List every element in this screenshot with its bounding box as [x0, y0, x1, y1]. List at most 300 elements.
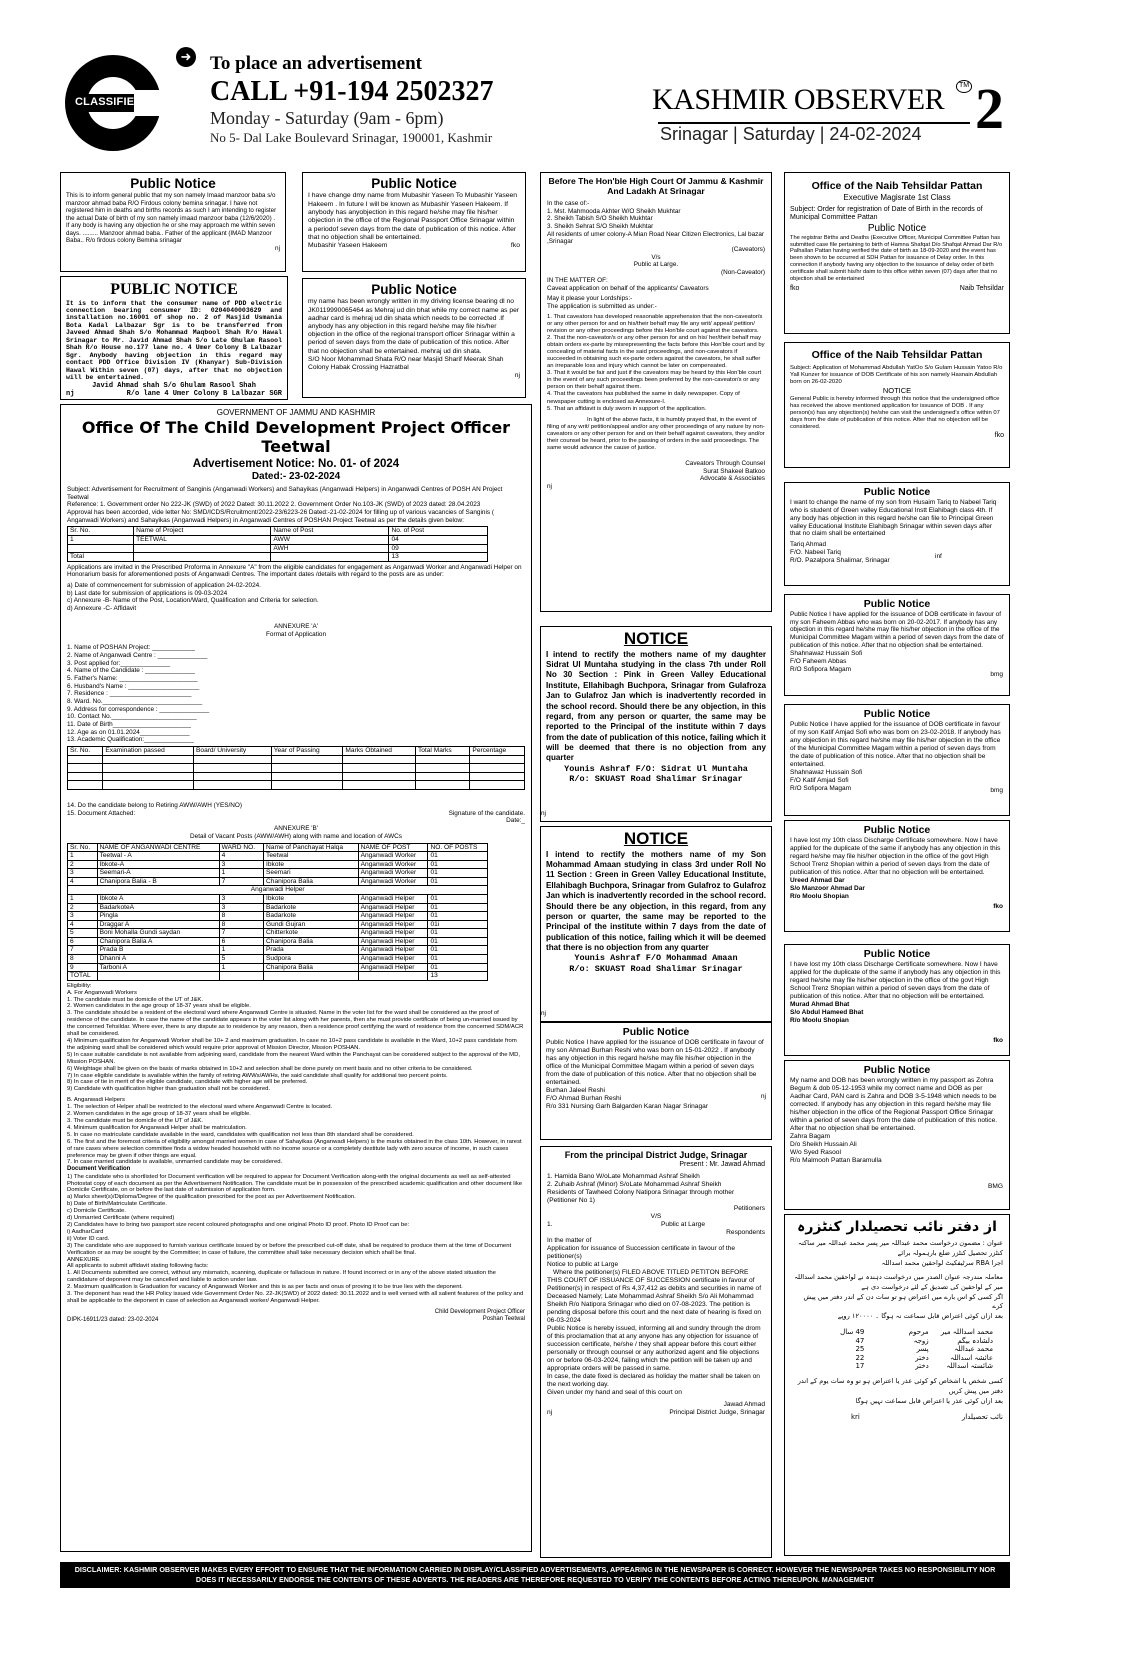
table-header-cell: Total Marks: [415, 747, 469, 756]
question-15: 15. Document Attached:: [67, 809, 136, 817]
table-cell: 3: [68, 869, 98, 878]
notice-body: I have change dmy name from Mubashir Yaseen To Mubashir Yaseen Hakeem . In future I will be known as Mubashir Yaseen Hakeem. If anybody has anyobjection in this regard he/she may file his/her objection in the office of the Regional Passport Office Srinagar within a periodof seven days from the date of publication of this notice. After that no objection shall be entertained.: [308, 192, 518, 241]
table-header-cell: Sr. No.: [68, 843, 98, 852]
notice-title: Public Notice: [622, 1026, 690, 1038]
cdpo-advertisement: [60, 404, 532, 1552]
signatory-address: R/o: SKUAST Road Shalimar Srinagar: [569, 963, 743, 974]
question-14: 14. Do the candidate belong to Retiring AWW/AWH (YES/NO): [67, 802, 242, 810]
caveat-point: 3. That it would be fair and just if the caveators may be heard by this Hon'ble court in the event of any such proceedings been preferred by the non-caveator/s or any person on their behalf against them.: [547, 370, 762, 391]
notice-public: Notice to public at Large: [547, 1260, 619, 1268]
petitioner: 2. Zuhaib Ashraf (Minor) S/oLate Mohammad Ashraf Sheikh: [547, 1180, 722, 1188]
eligibility-item: 3. The candidate should be a resident of the electoral ward where Anganwadi Centre is situated. Name in the voter list for the ward shall be considered as the proof of residence of the candidate. In case the name of the candidate appears in the voter list along with her parents, then she must provide certificate of being un-married issued by the concerned Tehsildar. Where ever, there is any dispute as to residence by any reason, then a residence proof certifying the ward of residence from the concerned SDM/ACR shall be considered.: [67, 1010, 524, 1038]
signatory: Javid Ahmad shah S/o Ghulam Rasool Shah: [92, 381, 256, 390]
form-field: 8. Ward. No.____________________________: [67, 698, 203, 706]
application-form: [67, 644, 525, 744]
eligibility-item: Eligibility:: [67, 982, 92, 989]
counsel-line: Advocate & Associates: [699, 475, 765, 483]
ad-code: nj: [66, 390, 75, 399]
notice-body: I intend to rectify the mothers name of my Son Mohammad Amaan studying in class 3rd under Roll No 11 Section : Green in Green Valley Educational Institute, Ellahibagh Buchpora, Srinagar from Gulafroz to Gulafroz Jan which is inadvertently recorded in the school record. Should there be any objection, in this regard, from any person or quarter, the same may be reported to the Principal of the institute within 7 days from the date of publication of this notice, failing which it will be deemed that there is no objection from any quarter: [546, 849, 766, 952]
heir-cell: محمد عبداللہ: [954, 1345, 993, 1354]
court-title: Before The Hon'ble High Court Of Jammu & Kashmir And Ladakh At Srinagar: [548, 176, 764, 197]
notice-sidrat: [540, 626, 772, 822]
ad-code: inf: [935, 553, 942, 560]
eligibility-item: 7) In case eligible candidate is available within the family of retiring AWWs/AWHs, the said candidate shall qualify for additional two percent points.: [67, 1072, 448, 1079]
call-number[interactable]: CALL +91-194 2502327: [210, 76, 494, 107]
heir-cell: دختر: [915, 1362, 929, 1371]
signatory-line: F/O Katif Amjad Sofi: [790, 776, 849, 784]
table-header-cell: Name of Project: [134, 527, 271, 536]
awc-table: [67, 843, 488, 981]
form-field: 1. Name of POSHAN Project: ____________: [67, 644, 195, 652]
urdu-signature: نائب تحصیلدار: [961, 1412, 1003, 1421]
notice-body: I have lost my 10th class Discharge Certificate somewhere. Now I have applied for the duplicate of the same if anybody has any objection in this regard he/she may file his/her objection in the office of the govt High School Trenz Shopian within a period of seven days from the date of publication of this notice. After that no objection will be entertained.: [790, 836, 1001, 876]
caveat-point: 4. That the caveators has published the same in daily newspaper. Copy of newspaper cutting is enclosed as Annexure-I.: [547, 391, 740, 405]
office-subtitle: Executive Magisrate 1st Class: [843, 192, 951, 202]
notice-body: General Public is hereby informed through this notice that the undersigned office has received the above mentioned application for issuance of DOB . If any person(s) has any objection(s) he/she can visit the undersigned's office within 07 days from the date of publication of this notice. After that no objection will be considered.: [790, 395, 1000, 431]
form-field: 7. Residence : _______________________: [67, 690, 192, 698]
date-item: c) Annexure -B- Name of the Post, Location/Ward, Qualification and Criteria for selection.: [67, 597, 319, 605]
table-row: [68, 544, 488, 553]
matter: In the matter of: [547, 1236, 592, 1244]
page-number: 2: [975, 76, 1004, 141]
signatory-line: F/O Ahmad Burhan Reshi: [546, 1095, 622, 1103]
disclaimer-text: DISCLAIMER: KASHMIR OBSERVER MAKES EVERY EFFORT TO ENSURE THAT THE INFORMATION CARRIED IN DISPLAY/CLASSIFIED ADVERTISEMENTS, APPEARING IN THE NEWSPAPER IS CORRECT. HOWEVER THE NEWSPAPER TAKES NO RESPONSIBILITY NOR DOES IT NECESSARILY ENDORSE THE CONTENTS OF THESE ADVERTS. THE READERS ARE THEREFORE REQUESTED TO VERIFY THE CONTENTS BEFORE ACTING THEREUPON. MANAGEMENT: [74, 1565, 996, 1584]
ad-code: nj: [275, 244, 280, 252]
table-cell: 9: [68, 963, 98, 972]
table-header-cell: Examination passed: [103, 747, 194, 756]
heir-cell: زوجہ: [913, 1336, 929, 1345]
counsel-line: Caveators Through Counsel: [685, 460, 765, 468]
table-cell: Gundi Gujran: [264, 920, 359, 929]
heir-row: [791, 1337, 1003, 1346]
table-header-cell: Marks Obtained: [343, 747, 416, 756]
table-header-cell: Name of Panchayat Halqa: [264, 843, 359, 852]
ad-code: fko: [993, 903, 1003, 910]
form-field: 2. Name of Anganwadi Centre : ______________: [67, 651, 208, 659]
signatory-line: R/o Moolu Shopian: [790, 1016, 849, 1024]
table-cell: TOTAL: [68, 972, 98, 981]
table-cell: Anganwadi Helper: [358, 963, 428, 972]
eligibility-item: 1. The selection of Helper shall be restricted to the electoral ward where Anganwadi Centre is located.: [67, 1104, 333, 1111]
submission: The application is submitted as under:-: [547, 302, 657, 310]
notice-title: Public Notice: [371, 282, 457, 297]
applications-text: Applications are invited in the Prescribed Proforma in Annexure "A" from the eligible candidates for engagement as Anganwadi Worker and Anganwadi Helper on Honorarium basis for aforementioned posts of Anganwadi Centres. The important dates /details with regard to the posts are as under:: [67, 563, 522, 579]
subject: Subject: Advertisement for Recruitment of Sanginis (Anganwadi Workers) and Sahayikas (Anganwadi Helpers) in Anganwadi Centres of POSH AN Project Teetwal: [67, 485, 503, 501]
helper-heading: Anganwadi Helper: [68, 886, 488, 895]
table-row: [68, 869, 488, 878]
eligibility-item: 9) Candidate with qualification higher than graduation shall not be considered.: [67, 1086, 271, 1093]
date-item: a) Date of commencement for submission of application 24-02-2024.: [67, 582, 261, 590]
table-header-cell: NAME OF ANGANWADI CENTRE: [97, 843, 219, 852]
table-cell: 2: [68, 860, 98, 869]
table-cell: 8: [219, 912, 263, 921]
heir-cell: 17: [855, 1362, 865, 1371]
table-cell: 01: [428, 963, 488, 972]
ad-code: fko: [790, 284, 800, 292]
annexure-b: ANNEXURE 'B': [274, 825, 318, 833]
signatory-line: Shahnawaz Hussain Sofi: [790, 768, 863, 776]
table-cell: Chanipora Balia: [264, 937, 359, 946]
signatory: [790, 769, 1004, 793]
proclamation: Public Notice is hereby issued, informing all and sundry through the drom of this proclamation that at any anyone has any objection for issuance of succession certificate, he/she / they shall appear before this court either personally or through counsel or any authorized agent and file objections on or before 06-03-2024, failing which the petition will be taken up and appropriate orders will be passed in same.: [547, 1325, 761, 1373]
notice-title: Public Notice: [863, 1064, 931, 1076]
table-row: [68, 937, 488, 946]
table-cell: [358, 972, 428, 981]
table-row: [68, 912, 488, 921]
form-field: 11. Date of Birth______________________: [67, 721, 191, 729]
table-cell: Ibkote: [264, 894, 359, 903]
table-cell: 01: [428, 869, 488, 878]
signatory-line: Murad Ahmad Bhat: [790, 1000, 850, 1008]
table-cell: 01: [428, 877, 488, 886]
party: 3. Sheikh Sehrat S/O Sheikh Mukhtar: [547, 223, 654, 231]
table-header-cell: Sr. No.: [68, 527, 134, 536]
ad-code: fko: [993, 1037, 1003, 1044]
holiday-clause: In case, the date fixed is declared as holiday the matter shall be taken on the next working day.: [547, 1373, 760, 1389]
heir-cell: شائستہ اسداللہ: [946, 1362, 993, 1371]
notice-body: My name and DOB has been wrongly written in my passport as Zohra Begum & dob 05-12-1953 while my correct name and DOB as per Aadhar Card, PAN card is Zahra and DOB 3-5-1948 which needs to be corrected. If anybody has any objection in this regard he/she may file his/her objection in the office of the Regional Passport Office Srinagar within a period of seven days from the date of publication of this notice. After that no objection shall be entertained.: [790, 1076, 998, 1132]
table-cell: Chanipora Balia: [264, 963, 359, 972]
signatory-line: S/o Manzoor Ahmad Dar: [790, 884, 865, 892]
form-field: 9. Address for correspondence : ______________: [67, 705, 210, 713]
verification-item: ii) Voter ID card.: [67, 1235, 110, 1242]
notice-body: The registrar Births and Deaths (Executive Officer, Municipal Committee Pattan has submitted case file pertaining to birth of Hamna Shafqat D/o Shafqat Ahmad Dar R/o Palhallan Pattan having verified the date of birth as 18-09-2020 and the event has been shown to be occurred at SDH Pattan for issuance of Delay order. In this connection if anybody having any objection to the issuance of delay order of birth certificate shall submit his/hr daim to this office within seven (07) days after that no objection shall be entertained: [790, 234, 1003, 282]
heir-row: [791, 1362, 1003, 1371]
petitioners-label: Petitioners: [733, 1204, 765, 1212]
verification-item: d) Unmarried Certificate (where required): [67, 1215, 175, 1222]
party: 2. Sheikh Tabish S/O Sheikh Mukhtar: [547, 215, 653, 223]
table-cell: Badarkote: [264, 903, 359, 912]
annexure-a: ANNEXURE 'A': [274, 622, 318, 630]
table-cell: 01: [428, 852, 488, 861]
signatory: S/O Noor Mohammad Shata R/O near Masjid Sharif Meerak Shah Colony Habak Crossing Hazratbal: [308, 355, 504, 371]
table-cell: Anganwadi Helper: [358, 903, 428, 912]
petitioner: Residents of Tawheed Colony Natipora Srinagar through mother (Petitioner No 1): [547, 1188, 735, 1204]
counsel-line: Surat Shakeel Batkoo: [703, 467, 765, 475]
heir-row: [791, 1354, 1003, 1363]
petitioners: [547, 1173, 765, 1205]
eligibility-item: 3. The candidate must be domicile of the UT of J&K.: [67, 1117, 203, 1124]
signatory: Naib Tehsildar: [959, 284, 1004, 292]
notice-body: Public Notice I have applied for the issuance of DOB certificate in favour of my son Faheem Abbas who was born on 20-02-2017. If anybody has any objection in this regard he/she may file his/her objection in the office of the Municipal Committee Magam within a period of seven days from the date of publication of this notice. After that no objection shall be entertained.: [790, 610, 1004, 650]
table-cell: 09: [389, 544, 488, 553]
table-cell: 8: [219, 920, 263, 929]
disclaimer-bar: [60, 1562, 1010, 1588]
verification-item: i) AadharCard: [67, 1228, 104, 1235]
given-under: Given under my hand and seal of this court on: [547, 1389, 682, 1397]
notice-body: I intend to rectify the mothers name of my daughter Sidrat Ul Muntaha studying in the class 7th under Roll No 30 Section : Pink in Green Valley Educational Institute, Ellahibagh Buchpora, Srinagar from Gulafroza Jan to Gulafroz Jan which is inadvertently recorded in the school record. Should there be any objection, in this regard, from any person or quarter, the same may be reported to the Principal of the institute within 7 days from the date of publication of this notice, failing which it will be deemed that there is no objection from any quarter: [546, 649, 766, 763]
ad-code: nj: [760, 1093, 766, 1101]
signatory-line: D/o Sheikh Hussain Ali: [790, 1141, 857, 1149]
signatory: [790, 1133, 1004, 1165]
signatory: [790, 1001, 1004, 1025]
signatory-line: R/O Sofipora Magam: [790, 784, 852, 792]
eligibility-item: 7. In case married candidate is available, unmarried candidate may be considered.: [67, 1159, 283, 1166]
signatory: [790, 877, 1004, 901]
caveat-point: 1. That caveators has developed reasonable apprehension that the non-caveator/s or any other person for and on his/their behalf may file any writ/ appeal/ petition/ revision or any other proceedings before this Hon'ble court against the caveators.: [547, 313, 763, 334]
ad-code: BMG: [987, 1183, 1003, 1190]
verification-item: 1. All Documents submitted are correct, without any mismatch, scanning, duplicate or fallacious in nature. If found incorrect or in any of the above stated situation the candidature of deponent may be cancelled and liable to action under law.: [67, 1270, 496, 1284]
urdu-subject-2: اجرا RBA سرٹیفکیٹ لواحقین محمد اسداللہ: [881, 1258, 1003, 1267]
form-field: 13. Academic Qualification:______________: [67, 736, 194, 744]
table-cell: 01: [428, 946, 488, 955]
high-court-caveat: [540, 172, 772, 612]
dateline: Srinagar | Saturday | 24-02-2024: [660, 124, 922, 144]
notice-body: It is to inform that the consumer name of PDD electric connection bearing consumer ID: 0204040003629 and installation no.16001 of shop no. 2 of Masjid Usmania Bota Kadal Lalbazar Sgr is to be transferred from Javeed Ahmad Shah S/o Mohammad Maqbool Shah R/o Hawal Srinagar to Mr. Javid Ahmad Shah S/o Late Ghulam Rasool Shah R/o House no.177 lane no. 4 Umer Colony B Lalbazar Sgr. Anybody having objection in this regard may contact PDD Office Division IV (Khanyar) Sub-Division Hawal Within seven (07) days, after that no objection will be entertained.: [66, 299, 282, 382]
heir-cell: پسر: [916, 1345, 929, 1354]
respondent-number: 1.: [547, 1220, 553, 1228]
table-cell: 1: [68, 536, 134, 545]
form-field: 4. Name of the Candidate : ______________: [67, 667, 195, 675]
judge-title: Principal District Judge, Srinagar: [669, 1409, 765, 1417]
table-cell: Ibkote: [264, 860, 359, 869]
table-row: [68, 894, 488, 903]
caveat-application: Caveat application on behalf of the applicants/ Caveators: [547, 284, 709, 292]
notice-title: Public Notice: [863, 948, 931, 960]
table-cell: Anganwadi Worker: [358, 869, 428, 878]
presiding: Present : Mr. Jawad Ahmad: [679, 1160, 765, 1168]
signatory-line: R/o Moolu Shopian: [790, 892, 849, 900]
heir-cell: محمد اسداللہ میر: [940, 1328, 993, 1337]
subject: Subject: Order for registration of Date of Birth in the records of Municipal Committee Pattan: [790, 205, 983, 222]
heir-cell: 22: [855, 1353, 865, 1362]
caveat-point: 2. That the non-caveator/s or any other person for and on his/ her/their behalf may obtain orders ex-parte by misrepresenting the facts before this Hon'ble court and by concealing of material facts in the said proceedings, and non-caveators if succeeded in obtaining such ex-parte orders against the caveators, he shall suffer an irreparable loss and injury which cannot be later on compensated.: [547, 334, 765, 370]
table-cell: 13: [389, 553, 488, 562]
table-cell: AWH: [271, 544, 389, 553]
eligibility-item: 6. The first and the foremost criteria of eligibility amongst married women in case of Sahayikas (Anganwadi Helpers) is the marks obtained in the class 10th. However, in rarest of rare cases where selection committee finds a widow headed household with no income source or a completely destitute lady with zero source of income, in such cases preference may be given if other things are equal.: [67, 1138, 522, 1159]
urdu-body-3: بعد ازاں کوئی اعتراض قابل سماعت نہ ہوگا ۔ ۱۲۰۰۰۰ روپے: [837, 1312, 1003, 1321]
table-cell: [68, 544, 134, 553]
eligibility-item: A. For Anganwadi Workers: [67, 989, 137, 996]
urdu-body-2: اگر کسی کو اس بارے میں اعتراض ہو تو سات دن کے اندر دفتر میں پیش کرے: [803, 1292, 1003, 1311]
annexure-a-format: Format of Application: [265, 630, 327, 638]
notice-body: Public Notice I have applied for the issuance of DOB certificate in favour of my son Ahmad Burhan Reshi who was born on 15-01-2022 . If anybody has any objection in this regard he/she may file his/her objection in the office of the Municipal Committee Magam within a period of seven days from the date of publication of this notice. After that no objection shall be entertained.: [546, 1038, 764, 1086]
table-cell: Anganwadi Helper: [358, 937, 428, 946]
table-row: [68, 852, 488, 861]
party: All residents of umer colony-A Mian Road Near Citizen Electronics, Lal bazar ,Srinagar: [547, 230, 765, 246]
table-header-cell: Sr. No.: [68, 747, 103, 756]
signatory: Younis Ashraf F/O Mohammad Amaan: [574, 953, 738, 964]
table-header-cell: NO. OF POSTS: [428, 843, 488, 852]
signatory-line: R/o 331 Nursing Garh Balgarden Karan Nagar Srinagar: [546, 1103, 709, 1111]
notice-faheem: [784, 594, 1010, 696]
qualification-table: [67, 746, 525, 790]
table-cell: Anganwadi Worker: [358, 852, 428, 861]
table-cell: 1: [219, 869, 263, 878]
notice-murad: [784, 944, 1010, 1056]
eligibility-item: B. Anganwadi Helpers: [67, 1097, 125, 1104]
party: 1. Mst. Mahmooda Akhter W/O Sheikh Mukhtar: [547, 207, 681, 215]
notice-title: Public Notice: [371, 176, 457, 191]
notice-mubashir: [302, 172, 526, 272]
notice-mehraj: [302, 278, 526, 398]
notice-body: This is to inform general public that my son namely Imaad manzoor baba s/o manzoor ahmad baba R/O Firdous colony bemina srinagar. I have not registered him in deaths and births records as such I am intending to register the actual Date of birth of my son namely imaad manzoor baba (12/6/2020) . If any body is having any objection he or she may approach me within seven days. ......... Manzoor ahmad baba.. Father of the applicant (IMAD Manzoor Baba.. R/o firdous colony Bemina srinagar: [66, 192, 277, 245]
verification-item: 1) The candidate who is shortlisted for Document verification will be required to appear for Document Verification along-with the original documents as well as self-attested Photostat copy of each document as per the Advertisement Notification. The candidate must be in possession of the prescribed academic qualification and other document like Domicile Certificate, on or before the last date of submission of application form.: [67, 1173, 523, 1194]
notice-title: Public Notice: [863, 708, 931, 720]
important-dates: [67, 582, 525, 613]
table-cell: 3: [68, 912, 98, 921]
table-cell: 4: [219, 852, 263, 861]
signatory: Mubashir Yaseen Hakeem: [308, 242, 388, 250]
table-cell: Chanipora Balia - B: [97, 877, 219, 886]
arrow-icon: ➜: [176, 47, 196, 67]
table-cell: TEETWAL: [134, 536, 271, 545]
table-header-cell: Board/ University: [194, 747, 272, 756]
notice-body: my name has been wrongly written in my driving license bearing dl no JK0119990065464 as Mehraj ud din bhat while my correct name as per aadhar card is mehraj ud din shata which needs to be corrected .If anybody has any objection in this regard he/she may file his/her objection in the office of the regional transport officer Srinagar within a period of seven days from the date of publication of this notice. After that no objection shall be entertained. mehraj ud din shata.: [308, 298, 520, 355]
table-cell: Chanipora Balia: [264, 877, 359, 886]
table-cell: [134, 544, 271, 553]
office-address: No 5- Dal Lake Boulevard Srinagar, 190001, Kashmir: [210, 130, 493, 145]
ad-code: nj: [514, 372, 520, 380]
signatory: Younis Ashraf F/O: Sidrat Ul Muntaha: [564, 763, 748, 774]
office-hours: Monday - Saturday (9am - 6pm): [210, 108, 444, 128]
respondents-label: Respondents: [726, 1228, 765, 1236]
caveat-points: [547, 314, 765, 413]
table-cell: 1: [68, 894, 98, 903]
table-cell: Tarboni A: [97, 963, 219, 972]
table-cell: Seemari: [264, 869, 359, 878]
table-cell: Anganwadi Helper: [358, 929, 428, 938]
notice-body: I have lost my 10th class Discharge Certificate somewhere. Now I have applied for the duplicate of the same if anybody has any objection in this regard he/she may file his/her objection in the office of the govt High School Trenz Shopian within a period of seven days from the date of publication of this notice. After that no objection will be entertained.: [790, 960, 1001, 1000]
public-at-large: Public at Large: [661, 1220, 705, 1228]
table-cell: 1: [219, 946, 263, 955]
table-cell: Ibkote-A: [97, 860, 219, 869]
table-header-cell: No. of Post: [389, 527, 488, 536]
vs: V/S: [650, 1212, 662, 1220]
verification-item: c) Domicile Certificate.: [67, 1208, 126, 1215]
heir-cell: 47: [855, 1336, 865, 1345]
naib-tehsildar-1: [784, 172, 1010, 334]
table-cell: Anganwadi Helper: [358, 912, 428, 921]
form-field: 6. Husband's Name : ____________________: [67, 682, 200, 690]
heir-cell: عائشہ اسداللہ: [950, 1353, 993, 1362]
masthead: KASHMIR OBSERVER: [652, 83, 945, 116]
table-row: [68, 860, 488, 869]
signatory-line: Burhan Jaleel Reshi: [546, 1086, 606, 1094]
heir-row: [791, 1328, 1003, 1337]
notice-heading: NOTICE: [882, 386, 912, 396]
table-cell: [264, 972, 359, 981]
table-header-cell: Percentage: [470, 747, 525, 756]
urdu-title: از دفتر نائب تحصیلدار کنٹزرہ: [797, 1219, 997, 1235]
form-field: 5. Father's Name: ______________________: [67, 674, 198, 682]
district-judge-notice: [540, 1146, 772, 1558]
form-field: 12. Age as on 01.01.2024______________: [67, 728, 190, 736]
table-cell: 5: [68, 929, 98, 938]
table-header-cell: Year of Passing: [271, 747, 343, 756]
urdu-objection: کسی شخص یا اشخاص کو کوئی عذر یا اعتراض ہو تو وہ سات یوم کے اندر دفتر میں پیش کریں: [797, 1376, 1003, 1395]
doc-verification: [67, 1174, 525, 1305]
petition-text: Where the petitioner(s) FILED ABOVE TITLED PETITON BEFORE THIS COURT OF ISSUANCE OF SUCCESSION certificate in favour of Petitioner(s) in respect of Rs 4,37,412 as debits and securities in name of Deceased Namely; Late Mohammad Ashraf Sheikh S/o Ali Mohammad Sheikh R/o Natipora Srinagar who died on 07-08-2023. The petition is pending disposal before this court and the next date of hearing is fixed on 06-03-2024: [547, 1268, 762, 1325]
table-header-cell: Name of Post: [271, 527, 389, 536]
table-row: [68, 955, 488, 964]
notice-pdd: [60, 276, 288, 400]
table-cell: Teetwal - A: [97, 852, 219, 861]
table-cell: 01: [428, 955, 488, 964]
table-cell: Chitterkote: [264, 929, 359, 938]
eligibility-item: 5) In case suitable candidate is not available from adjoining ward, candidate from the nearest Ward within the Panchayat can be considered subject to the approval of the MD, Mission POSHAN.: [67, 1051, 520, 1065]
notice-imaad: [60, 172, 286, 272]
verification-item: a) Marks sheet(s)/Diploma/Degree of the qualification prescribed for the post as per Advertisement Notification.: [67, 1194, 356, 1201]
heir-row: [791, 1345, 1003, 1354]
table-row: [68, 929, 488, 938]
verification-item: 3) The candidate who are supposed to furnish various certificate issued by or before the prescribed cut-off date, shall be required to produce them at the time of Document Verification or as may be sought by the Committee; in case of failure, the committee shall take necessary decision which shall be final.: [67, 1242, 512, 1256]
public-at-large: Public at Large.: [633, 261, 679, 269]
table-cell: Chanipora Balia A: [97, 937, 219, 946]
eligibility-item: 8) In case of tie in merit of the eligible candidate, candidate with higher age will be preferred.: [67, 1079, 308, 1086]
notice-body: Public Notice I have applied for the issuance of DOB certificate in favour of my son Katif Amjad Sofi who was born on 23-02-2018. If anybody has any objection in this regard he/she may file his/her objection in the office of the Municipal Committee Magam within a period of seven days from the date of publication of this notice. After that no objection shall be entertained.: [790, 720, 1001, 768]
table-cell: 3: [219, 903, 263, 912]
in-case: In the case of:-: [547, 199, 590, 207]
urdu-tehsildar-notice: [784, 1214, 1010, 1556]
table-cell: Badarkote: [264, 912, 359, 921]
eligibility-item: 4. Minimum qualification for Anganwadi Helper shall be matriculation.: [67, 1124, 247, 1131]
form-field: 10. Contact No.________________________: [67, 713, 197, 721]
annexure-b-sub: Detail of Vacant Posts (AWW/AWH) along with name and location of AWCs: [190, 832, 402, 840]
table-cell: 01: [428, 929, 488, 938]
table-cell: 3: [219, 894, 263, 903]
table-cell: 7: [219, 877, 263, 886]
dipk-number: DIPK-16911/23 dated: 23-02-2024: [67, 1316, 159, 1323]
signatory-line: F/O Faheem Abbas: [790, 657, 847, 665]
table-cell: 01: [428, 903, 488, 912]
table-cell: [134, 553, 271, 562]
signatory: [790, 650, 1004, 674]
table-cell: 4: [68, 877, 98, 886]
table-cell: 04: [389, 536, 488, 545]
table-cell: Teetwal: [264, 852, 359, 861]
verification-item: 3. The deponent has read the HR Policy issued vide Government Order No. 22-JK(SWD) of 2022 dated: 30.11.2022 and is well versed with all salient features of the policy and shall be applicable to the deponent in case of selection as Anganwadi worker/ Anganwadi Helper.: [67, 1291, 524, 1304]
lordships: May it please your Lordships:-: [547, 295, 633, 303]
table-cell: Dhanni A: [97, 955, 219, 964]
heir-cell: 49 سال: [840, 1328, 865, 1337]
eligibility-item: 2. Women candidates in the age group of 18-37 years shall be eligible.: [67, 1003, 251, 1010]
table-row: [68, 553, 488, 562]
ad-code: fko: [510, 242, 520, 250]
eligibility-item: 1. The candidate must be domicile of the UT of J&K.: [67, 996, 203, 1003]
verification-item: ANNEXURE: [67, 1256, 100, 1263]
table-row: [68, 972, 488, 981]
notice-zahra: [784, 1060, 1010, 1210]
table-row: [68, 903, 488, 912]
heir-cell: مرحوم: [908, 1328, 929, 1337]
prayer: In light of the above facts, it is humbly prayed that, in the event of filing of any writ/ petition/appeal and/or any other proceedings of any nature by non-caveators or any other person for and on their behalf against caveators, they and/or their counsel be heard, prior to the passing of orders in the said proceedings. The same would advance the cause of justice.: [547, 416, 765, 451]
table-cell: Prada: [264, 946, 359, 955]
table-cell: [271, 553, 389, 562]
table-cell: 1: [68, 852, 98, 861]
notice-title: Public Notice: [863, 824, 931, 836]
table-cell: 5: [219, 955, 263, 964]
table-cell: [97, 972, 219, 981]
table-cell: AWW: [271, 536, 389, 545]
urdu-heirs-list: [791, 1328, 1003, 1371]
gov-heading: GOVERNMENT OF JAMMU AND KASHMIR: [216, 408, 376, 417]
table-cell: 13: [428, 972, 488, 981]
table-row: [68, 946, 488, 955]
signatory-line: Tariq Ahmad: [790, 541, 827, 549]
eligibility-item: 5. In case no matriculate candidate available in the ward, candidates with qualification not less than 8th standard shall be considered.: [67, 1131, 414, 1138]
vs: V/s: [651, 253, 661, 261]
table-row: [68, 920, 488, 929]
table-cell: 01: [428, 894, 488, 903]
ad-code: nj: [547, 1409, 553, 1417]
office-title: Office Of The Child Development Project Officer Teetwal: [81, 417, 511, 457]
table-cell: Ibkote A: [97, 894, 219, 903]
trademark: TM: [956, 80, 972, 93]
date-candidate: Date:_: [506, 817, 525, 825]
urdu-body: معاملہ مندرجہ عنوان الصدر میں درخواست دہندہ نے لواحقین محمد اسداللہ میر کے لواحقین کی تصدیق کے لئے درخواست دی ہے: [794, 1272, 1003, 1291]
notice-title: Public Notice: [863, 486, 931, 498]
